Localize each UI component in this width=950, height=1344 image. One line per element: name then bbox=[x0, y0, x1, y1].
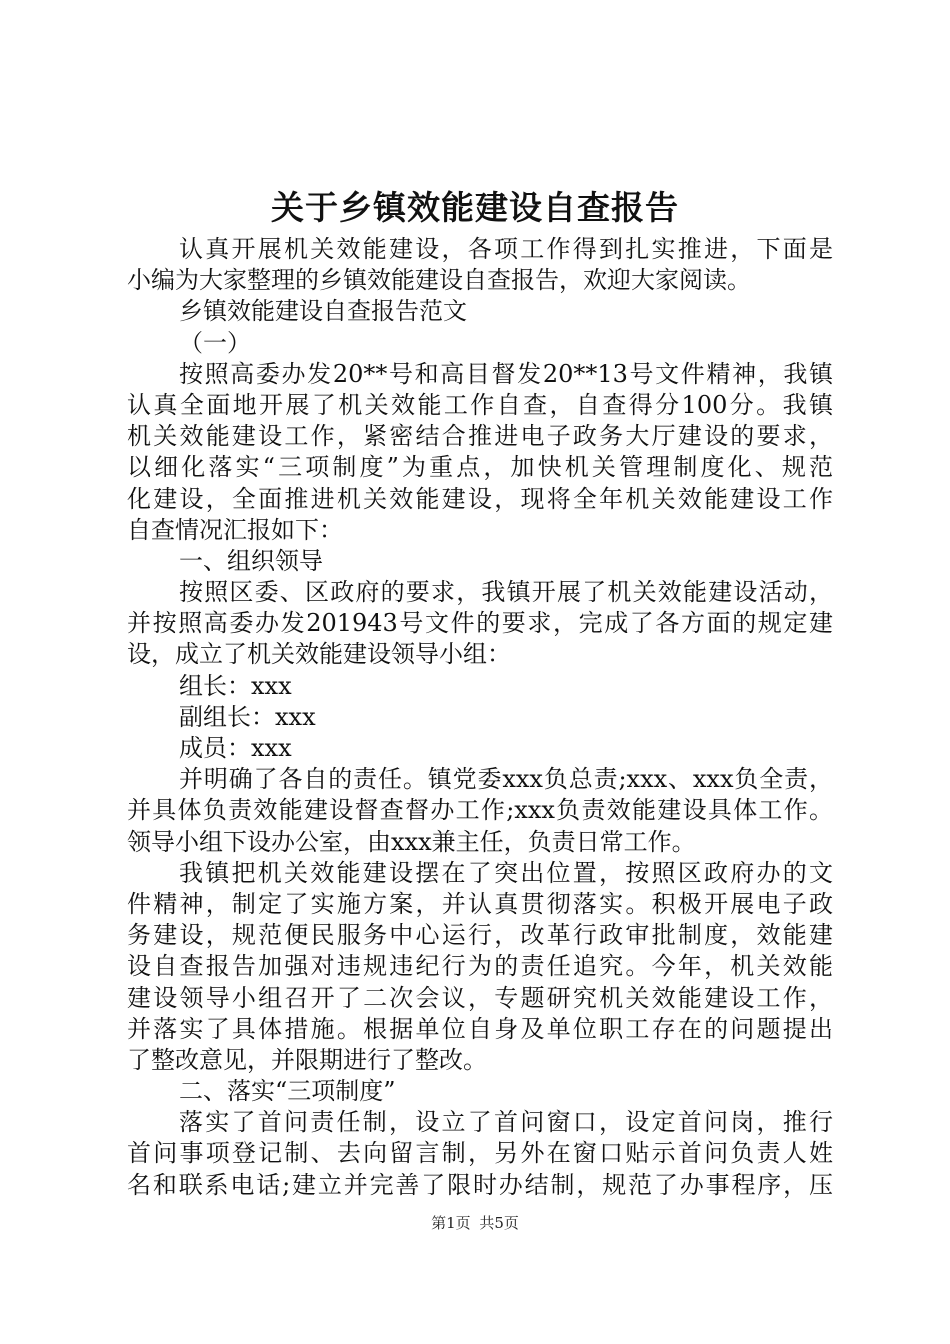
text-line: 落实了首问责任制，设立了首问窗口，设定首问岗，推行 bbox=[179, 1108, 833, 1137]
text-line: 按照区委、区政府的要求，我镇开展了机关效能建设活动， bbox=[179, 578, 833, 607]
text-line: 组长：xxx bbox=[179, 671, 292, 700]
text-line: （一） bbox=[179, 328, 251, 357]
text-line: 并具体负责效能建设督查督办工作;xxx负责效能建设具体工作。 bbox=[127, 796, 833, 825]
text-line: 以细化落实“三项制度”为重点，加快机关管理制度化、规范 bbox=[127, 453, 833, 482]
text-line: 首问事项登记制、去向留言制，另外在窗口贴示首问负责人姓 bbox=[127, 1139, 833, 1168]
page-total: 共5页 bbox=[479, 1214, 519, 1232]
text-line: 设，成立了机关效能建设领导小组： bbox=[127, 640, 511, 669]
text-line: 认真开展机关效能建设，各项工作得到扎实推进，下面是 bbox=[179, 235, 833, 263]
text-line: 乡镇效能建设自查报告范文 bbox=[179, 297, 467, 326]
text-line: 一、组织领导 bbox=[179, 546, 323, 575]
text-line: 名和联系电话;建立并完善了限时办结制，规范了办事程序，压 bbox=[127, 1170, 833, 1199]
text-line: 并按照高委办发201943号文件的要求，完成了各方面的规定建 bbox=[127, 609, 833, 638]
document-body bbox=[127, 234, 833, 1201]
text-line: 并明确了各自的责任。镇党委xxx负总责;xxx、xxx负全责， bbox=[179, 765, 833, 794]
text-line: 副组长：xxx bbox=[179, 702, 316, 731]
text-line: 设自查报告加强对违规违纪行为的责任追究。今年，机关效能 bbox=[127, 952, 833, 981]
text-line: 我镇把机关效能建设摆在了突出位置，按照区政府办的文 bbox=[179, 858, 833, 887]
text-line: 二、落实“三项制度” bbox=[179, 1077, 396, 1106]
text-line: 小编为大家整理的乡镇效能建设自查报告，欢迎大家阅读。 bbox=[127, 266, 751, 295]
text-line: 认真全面地开展了机关效能工作自查，自查得分100分。我镇 bbox=[127, 390, 833, 419]
text-line: 务建设，规范便民服务中心运行，改革行政审批制度，效能建 bbox=[127, 921, 833, 950]
text-line: 化建设，全面推进机关效能建设，现将全年机关效能建设工作 bbox=[127, 484, 833, 513]
text-line: 领导小组下设办公室，由xxx兼主任，负责日常工作。 bbox=[127, 827, 696, 856]
text-line: 按照高委办发20**号和高目督发20**13号文件精神，我镇 bbox=[179, 359, 833, 388]
text-line: 建设领导小组召开了二次会议，专题研究机关效能建设工作， bbox=[127, 983, 833, 1012]
text-line: 机关效能建设工作，紧密结合推进电子政务大厅建设的要求， bbox=[127, 422, 833, 451]
document-title: 关于乡镇效能建设自查报告 bbox=[271, 188, 679, 227]
text-line: 自查情况汇报如下： bbox=[127, 515, 343, 544]
text-line: 并落实了具体措施。根据单位自身及单位职工存在的问题提出 bbox=[127, 1014, 833, 1043]
text-line: 了整改意见，并限期进行了整改。 bbox=[127, 1045, 487, 1074]
text-line: 成员：xxx bbox=[179, 734, 292, 762]
page-footer bbox=[0, 1212, 950, 1234]
page-number: 第1页 bbox=[431, 1214, 471, 1232]
text-line: 件精神，制定了实施方案，并认真贯彻落实。积极开展电子政 bbox=[127, 889, 833, 918]
